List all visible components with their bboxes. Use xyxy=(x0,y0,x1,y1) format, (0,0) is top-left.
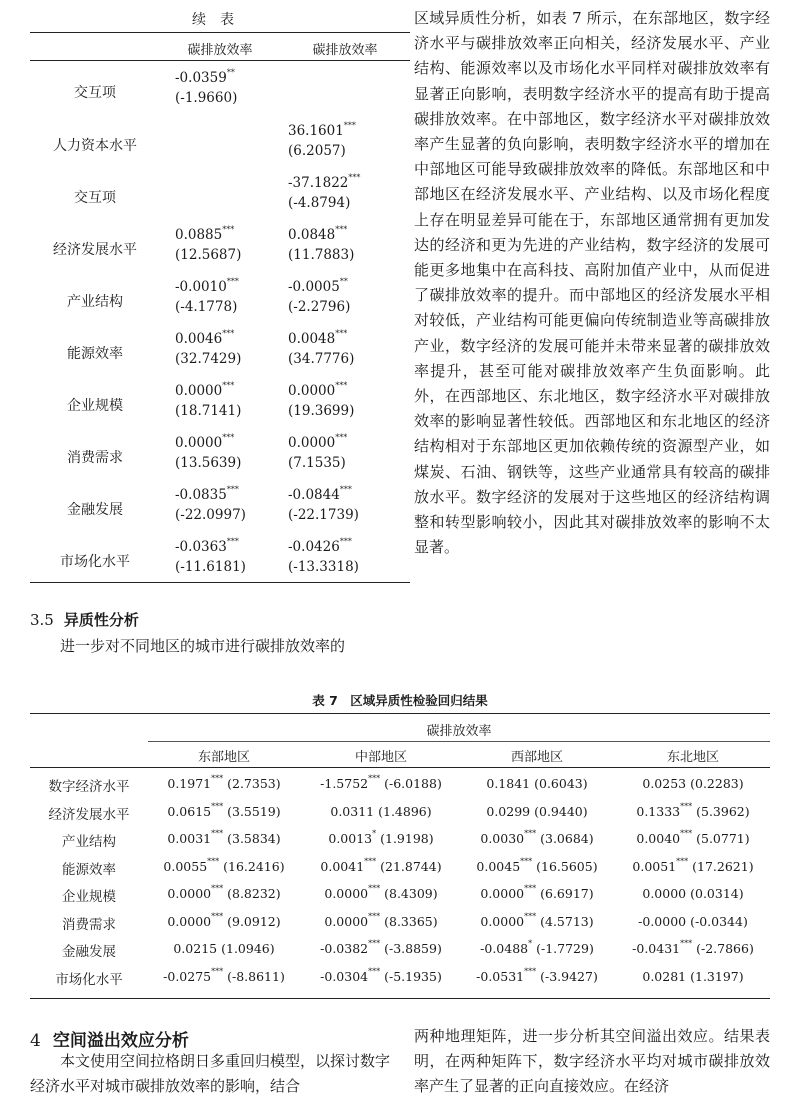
table7-cell xyxy=(459,831,615,846)
table7-row-label: 产业结构 xyxy=(62,834,116,850)
significance-stars: *** xyxy=(524,884,537,893)
table7-cell xyxy=(615,941,771,956)
continued-table-row-label: 交互项 xyxy=(74,85,116,101)
significance-stars: *** xyxy=(524,966,537,976)
table7-header-rule xyxy=(30,767,770,768)
continued-table-coef xyxy=(288,487,352,503)
continued-table-tstat: (11.7883) xyxy=(288,247,355,263)
section-4-left-text xyxy=(30,1049,390,1099)
significance-stars: *** xyxy=(222,329,235,338)
table7-cell xyxy=(303,886,459,901)
table7-cell xyxy=(303,804,459,819)
significance-stars: *** xyxy=(368,884,381,893)
table7-group-rule xyxy=(148,741,770,742)
coef-value: -0.0275 xyxy=(163,968,212,984)
continued-table-row-label: 能源效率 xyxy=(67,346,123,362)
table7-cell xyxy=(615,776,771,791)
significance-stars: *** xyxy=(211,884,224,893)
continued-table-bottom-rule xyxy=(30,582,410,583)
continued-table-coef xyxy=(288,383,347,399)
t-statistic: (9.0912) xyxy=(227,913,281,929)
continued-table-tstat: (-4.8794) xyxy=(288,195,351,211)
significance-stars: *** xyxy=(364,856,377,866)
heterogeneity-paragraph: 区域异质性分析，如表 7 所示，在东部地区，数字经济水平与碳排放效率正向相关，经济发展水平、产业结构、能源效率以及市场化水平同样对碳排放效率有显著正向影响，表明数字经济水平的提高有助于提高碳排放效率。在中部地区，数字经济水平对碳排放效率产生显著的负向影响，表明数字经济水平的增加在中部地区可能导致碳排放效率的降低。东部地区和中部地区在经济发展水平、产业结构、以及市场化程度上存在明显差异可能在于，东部地区通常拥有更加发达的经济和更为先进的产业结构，数字经济的发展可能更多地集中在高科技、高附加值产业中，从而促进了碳排放效率的提升。而中部地区的经济发展水平相对较低，产业结构可能更偏向传统制造业等高碳排放产业，数字经济的发展可能并未带来显著的碳排放效率提升，甚至可能对碳排放效率产生负面影响。此外，在西部地区、东北地区，数字经济水平对碳排放效率的影响显著性较低。西部地区和东北地区的经济结构相对于东部地区更加依赖传统的资源型产业，如煤炭、石油、钢铁等，这些产业通常具有较高的碳排放水平。数字经济的发展对于这些地区的经济结构调整和转型影响较小，因此其对碳排放效率的影响不太显著。 xyxy=(414,9,770,557)
continued-table-coef xyxy=(175,487,239,503)
continued-table-coef xyxy=(288,539,352,555)
table7-row-label: 能源效率 xyxy=(62,861,116,878)
significance-stars: *** xyxy=(680,829,693,838)
coef-value: 0.0885 xyxy=(175,227,223,243)
continued-table-row-label: 人力资本水平 xyxy=(53,138,137,154)
significance-stars: *** xyxy=(368,911,381,921)
coef-value: 0.0848 xyxy=(288,227,336,243)
table7-cell xyxy=(459,966,615,984)
significance-stars: *** xyxy=(368,774,381,783)
table7-cell xyxy=(303,941,459,956)
table7-cell xyxy=(459,804,615,819)
coef-value: 0.0215 xyxy=(173,941,218,956)
coef-value: 0.0040 xyxy=(636,831,681,846)
coef-value: 0.0000 xyxy=(324,886,369,901)
t-statistic: (3.0684) xyxy=(540,831,594,846)
t-statistic: (6.6917) xyxy=(540,886,594,901)
table7-row-label: 经济发展水平 xyxy=(48,806,130,823)
t-statistic: (8.4309) xyxy=(384,886,438,901)
coef-value: 0.0281 xyxy=(642,968,687,984)
table7-row-label: 金融发展 xyxy=(62,944,116,960)
table7-cell xyxy=(146,776,302,791)
coef-value: 0.0311 xyxy=(330,803,375,819)
significance-stars: * xyxy=(528,939,533,948)
significance-stars: *** xyxy=(222,225,235,234)
t-statistic: (1.9198) xyxy=(380,831,434,846)
table7-cell xyxy=(146,801,302,819)
coef-value: 0.0000 xyxy=(175,383,223,399)
significance-stars: *** xyxy=(520,856,533,866)
continued-table-coef xyxy=(288,435,347,451)
t-statistic: (5.0771) xyxy=(696,831,750,846)
coef-value: 0.0000 xyxy=(324,913,369,929)
significance-stars: *** xyxy=(211,829,224,838)
t-statistic: (-0.0344) xyxy=(690,913,748,929)
continued-table-tstat: (13.5639) xyxy=(175,455,242,471)
t-statistic: (21.8744) xyxy=(380,858,442,874)
continued-table-top-rule xyxy=(30,32,410,33)
significance-stars: *** xyxy=(680,801,693,811)
table7-cell xyxy=(146,911,302,929)
significance-stars: *** xyxy=(222,381,235,390)
t-statistic: (1.3197) xyxy=(690,968,744,984)
coef-value: -0.0844 xyxy=(288,487,340,503)
continued-table-header-rule xyxy=(30,60,410,61)
continued-table-tstat: (34.7776) xyxy=(288,351,355,367)
significance-stars: *** xyxy=(335,225,348,234)
coef-value: 0.0000 xyxy=(480,886,525,901)
continued-table-row-label: 经济发展水平 xyxy=(53,242,137,258)
section-3-5-title: 异质性分析 xyxy=(63,611,139,629)
continued-table-tstat: (32.7429) xyxy=(175,351,242,367)
table7-region-header: 东部地区 xyxy=(197,750,250,765)
section-4-number: 4 xyxy=(30,1031,41,1051)
continued-table-row-label: 消费需求 xyxy=(67,450,123,466)
coef-value: -0.0382 xyxy=(320,941,369,956)
t-statistic: (-3.8859) xyxy=(384,941,442,956)
table7-cell xyxy=(459,911,615,929)
coef-value: 0.0000 xyxy=(480,913,525,929)
section-4-right-text xyxy=(414,1024,770,1100)
coef-value: 0.1333 xyxy=(636,803,681,819)
coef-value: 0.0055 xyxy=(163,858,208,874)
continued-table-tstat: (-1.9660) xyxy=(175,90,238,106)
coef-value: -0.0359 xyxy=(175,70,227,86)
continued-table-tstat: (19.3699) xyxy=(288,403,355,419)
table7-top-rule xyxy=(30,713,770,714)
coef-value: 0.1971 xyxy=(167,776,212,791)
t-statistic: (8.3365) xyxy=(384,913,438,929)
coef-value: -0.0304 xyxy=(320,968,369,984)
t-statistic: (1.4896) xyxy=(378,803,432,819)
table7-cell xyxy=(303,831,459,846)
coef-value: 0.0299 xyxy=(486,803,531,819)
t-statistic: (2.7353) xyxy=(227,776,281,791)
coef-value: 0.1841 xyxy=(486,776,531,791)
table7-cell xyxy=(303,911,459,929)
continued-table-coef xyxy=(175,383,234,399)
coef-value: 0.0048 xyxy=(288,331,336,347)
table7-cell xyxy=(146,966,302,984)
t-statistic: (3.5519) xyxy=(227,803,281,819)
significance-stars: ** xyxy=(226,68,235,77)
coef-value: 0.0000 xyxy=(167,886,212,901)
t-statistic: (0.9440) xyxy=(534,803,588,819)
section-4-left-paragraph: 本文使用空间拉格朗日多重回归模型，以探讨数字经济水平对城市碳排放效率的影响，结合 xyxy=(30,1052,391,1096)
continued-table-tstat: (-11.6181) xyxy=(175,559,246,575)
continued-table-tstat: (6.2057) xyxy=(288,143,346,159)
table7-cell xyxy=(615,914,771,929)
significance-stars: ** xyxy=(339,277,348,286)
table7-cell xyxy=(615,969,771,984)
table7-title: 表 7 区域异质性检验回归结果 xyxy=(312,693,488,708)
continued-table-tstat: (-22.1739) xyxy=(288,507,359,523)
significance-stars: * xyxy=(372,829,377,838)
coef-value: 0.0051 xyxy=(632,858,677,874)
continued-table-coef xyxy=(175,279,239,295)
t-statistic: (8.8232) xyxy=(227,886,281,901)
coef-value: -0.0005 xyxy=(288,279,340,295)
table7-cell xyxy=(303,966,459,984)
significance-stars: *** xyxy=(211,966,224,976)
continued-table-coef xyxy=(175,331,234,347)
table7-cell xyxy=(146,856,302,874)
coef-value: 0.0000 xyxy=(175,435,223,451)
t-statistic: (-2.7866) xyxy=(696,941,754,956)
coef-value: 0.0615 xyxy=(167,803,212,819)
coef-value: 0.0030 xyxy=(480,831,525,846)
significance-stars: *** xyxy=(343,121,356,130)
continued-table-tstat: (12.5687) xyxy=(175,247,242,263)
continued-table-coef xyxy=(288,279,348,295)
table7-cell xyxy=(146,886,302,901)
coef-value: -37.1822 xyxy=(288,175,349,191)
significance-stars: *** xyxy=(524,829,537,838)
coef-value: 36.1601 xyxy=(288,123,344,139)
coef-value: -0.0431 xyxy=(632,941,681,956)
continued-table-tstat: (7.1535) xyxy=(288,455,346,471)
table7-cell xyxy=(459,776,615,791)
table7-cell xyxy=(146,941,302,956)
significance-stars: *** xyxy=(524,911,537,921)
significance-stars: *** xyxy=(211,774,224,783)
t-statistic: (-6.0188) xyxy=(384,776,442,791)
coef-value: -0.0010 xyxy=(175,279,227,295)
t-statistic: (3.5834) xyxy=(227,831,281,846)
coef-value: -0.0000 xyxy=(638,913,687,929)
continued-table-row-label: 产业结构 xyxy=(67,294,123,310)
coef-value: 0.0000 xyxy=(642,886,687,901)
table7-row-label: 数字经济水平 xyxy=(48,779,130,795)
t-statistic: (-5.1935) xyxy=(384,968,442,984)
significance-stars: *** xyxy=(226,537,239,546)
continued-table-title: 续表 xyxy=(192,12,248,28)
table7-cell xyxy=(615,856,771,874)
coef-value: 0.0045 xyxy=(476,858,521,874)
table7-row-label: 市场化水平 xyxy=(55,971,123,988)
t-statistic: (5.3962) xyxy=(696,803,750,819)
table7-bottom-rule xyxy=(30,998,770,999)
significance-stars: *** xyxy=(207,856,220,866)
section-4-heading xyxy=(30,1026,189,1051)
continued-table-col1-header: 碳排放效率 xyxy=(187,43,253,58)
continued-table-tstat: (-4.1778) xyxy=(175,299,238,315)
t-statistic: (-8.8611) xyxy=(227,968,285,984)
coef-value: 0.0000 xyxy=(288,383,336,399)
table7-cell xyxy=(615,801,771,819)
table7-cell xyxy=(459,886,615,901)
coef-value: -0.0363 xyxy=(175,539,227,555)
t-statistic: (0.0314) xyxy=(690,886,744,901)
coef-value: -1.5752 xyxy=(320,776,369,791)
continued-table-coef xyxy=(175,227,234,243)
significance-stars: *** xyxy=(211,801,224,811)
continued-table-row-label: 市场化水平 xyxy=(60,554,130,570)
table7-cell xyxy=(615,831,771,846)
significance-stars: *** xyxy=(348,173,361,182)
significance-stars: *** xyxy=(222,433,235,442)
table7-cell xyxy=(459,856,615,874)
t-statistic: (16.2416) xyxy=(223,858,285,874)
significance-stars: *** xyxy=(211,911,224,921)
table7-region-header: 中部地区 xyxy=(354,750,407,765)
coef-value: -0.0488 xyxy=(480,941,529,956)
t-statistic: (17.2621) xyxy=(692,858,754,874)
significance-stars: *** xyxy=(680,939,693,948)
significance-stars: *** xyxy=(339,537,352,546)
coef-value: 0.0253 xyxy=(642,776,687,791)
table7-group-header: 碳排放效率 xyxy=(426,724,492,739)
significance-stars: *** xyxy=(226,485,239,494)
continued-table-coef xyxy=(288,175,360,191)
section-4-right-paragraph: 两种地理矩阵，进一步分析其空间溢出效应。结果表明，在两种矩阵下，数字经济水平均对城市碳排放效率产生了显著的正向直接效应。在经济 xyxy=(414,1027,770,1096)
continued-table-coef xyxy=(288,331,347,347)
t-statistic: (0.6043) xyxy=(534,776,588,791)
continued-table-coef xyxy=(288,123,356,139)
table7-cell xyxy=(303,776,459,791)
table7-row-label: 企业规模 xyxy=(62,889,116,905)
continued-table-coef xyxy=(288,227,347,243)
significance-stars: *** xyxy=(335,381,348,390)
continued-table-tstat: (-2.2796) xyxy=(288,299,351,315)
continued-table-tstat: (-22.0997) xyxy=(175,507,246,523)
table7-cell xyxy=(459,941,615,956)
table7-region-header: 西部地区 xyxy=(510,750,563,765)
section-3-5-heading xyxy=(30,609,139,630)
table7-row-label: 消费需求 xyxy=(62,916,116,933)
continued-table-row-label: 交互项 xyxy=(74,190,116,206)
coef-value: -0.0426 xyxy=(288,539,340,555)
right-column-paragraph xyxy=(414,6,770,560)
coef-value: 0.0013 xyxy=(328,831,373,846)
section-3-5-number: 3.5 xyxy=(30,611,54,629)
table7-cell xyxy=(303,856,459,874)
continued-table-col2-header: 碳排放效率 xyxy=(312,43,378,58)
t-statistic: (0.2283) xyxy=(690,776,744,791)
continued-table-row-label: 企业规模 xyxy=(67,398,123,414)
significance-stars: *** xyxy=(368,939,381,948)
coef-value: 0.0041 xyxy=(320,858,365,874)
coef-value: 0.0000 xyxy=(167,913,212,929)
coef-value: 0.0000 xyxy=(288,435,336,451)
significance-stars: *** xyxy=(335,329,348,338)
significance-stars: *** xyxy=(368,966,381,976)
continued-table-coef xyxy=(175,435,234,451)
significance-stars: *** xyxy=(335,433,348,442)
continued-table-tstat: (18.7141) xyxy=(175,403,242,419)
significance-stars: *** xyxy=(339,485,352,494)
continued-table-coef xyxy=(175,539,239,555)
coef-value: -0.0531 xyxy=(476,968,525,984)
significance-stars: *** xyxy=(676,856,689,866)
continued-table-coef xyxy=(175,70,235,86)
t-statistic: (-3.9427) xyxy=(540,968,598,984)
table7-cell xyxy=(146,831,302,846)
t-statistic: (1.0946) xyxy=(221,941,275,956)
continued-table-row-label: 金融发展 xyxy=(67,502,123,518)
section-3-5-intro: 进一步对不同地区的城市进行碳排放效率的 xyxy=(60,637,346,655)
significance-stars: *** xyxy=(226,277,239,286)
section-4-title: 空间溢出效应分析 xyxy=(52,1031,189,1051)
t-statistic: (-1.7729) xyxy=(536,941,594,956)
continued-table-tstat: (-13.3318) xyxy=(288,559,359,575)
coef-value: -0.0835 xyxy=(175,487,227,503)
coef-value: 0.0031 xyxy=(167,831,212,846)
coef-value: 0.0046 xyxy=(175,331,223,347)
table7-cell xyxy=(615,886,771,901)
table7-region-header: 东北地区 xyxy=(666,750,719,765)
t-statistic: (16.5605) xyxy=(536,858,598,874)
t-statistic: (4.5713) xyxy=(540,913,594,929)
